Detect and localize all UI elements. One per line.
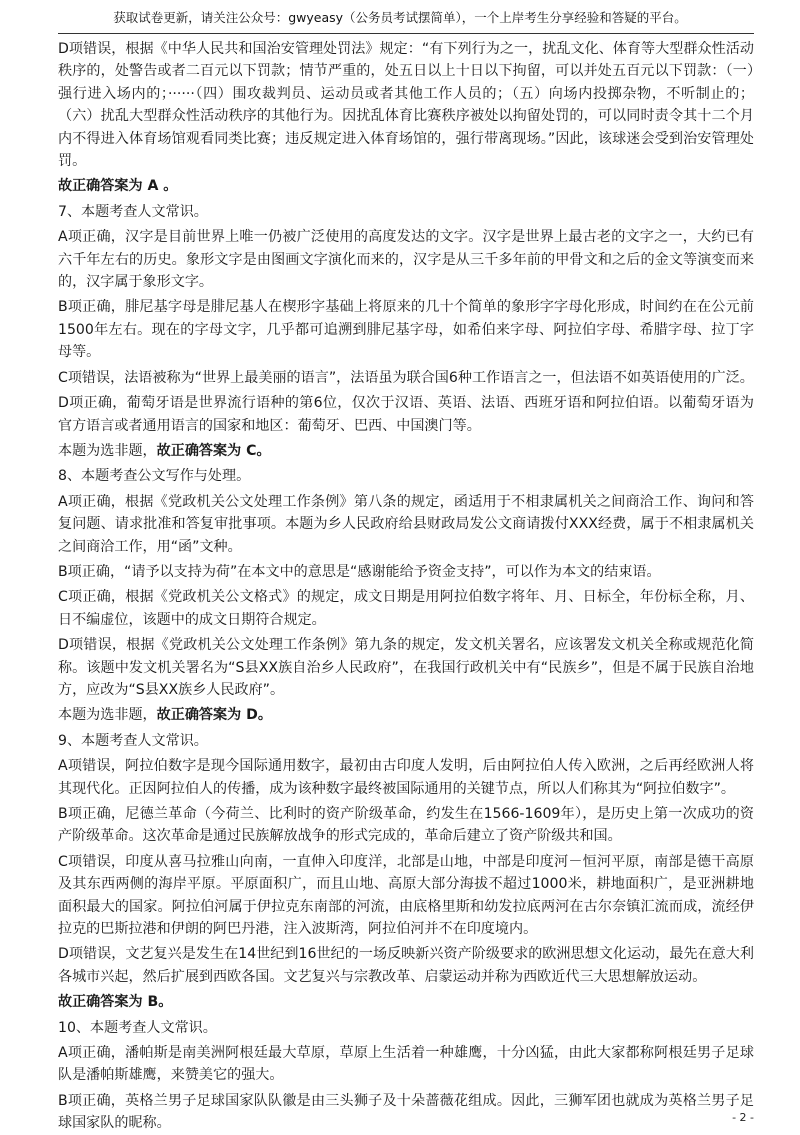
- answer-line: [58, 704, 754, 726]
- paragraph: 10、本题考查人文常识。: [58, 1019, 217, 1036]
- paragraph: D项正确，葡萄牙语是世界流行语种的第6位，仅次于汉语、英语、法语、西班牙语和阿拉伯语。以葡萄牙语为官方语言或者通用语言的国家和地区：葡萄牙、巴西、中国澳门等。: [58, 395, 754, 434]
- paragraph: A项正确，潘帕斯是南美洲阿根廷最大草原，草原上生活着一种雄鹰，十分凶猛，由此大家都称阿根廷男子足球队是潘帕斯雄鹰，来赞美它的强大。: [58, 1045, 754, 1084]
- page-number: - 2 -: [732, 1111, 754, 1124]
- paragraph: C项正确，根据《党政机关公文格式》的规定，成文日期是用阿拉伯数字将年、月、日标全，年份标全称，月、日不编虚位，该题中的成文日期符合规定。: [58, 589, 754, 628]
- paragraph: B项正确，英格兰男子足球国家队队徽是由三头狮子及十朵蔷薇花组成。因此，三狮军团也就成为英格兰男子足球国家队的昵称。: [58, 1092, 754, 1132]
- paragraph: B项正确，腓尼基字母是腓尼基人在楔形字基础上将原来的几十个简单的象形字字母化形成，时间约在在公元前1500年左右。现在的字母文字，几乎都可追溯到腓尼基字母，如希伯来字母、阿拉伯字母、希腊字母、拉丁字母等。: [58, 299, 754, 361]
- paragraph: D项错误，根据《党政机关公文处理工作条例》第九条的规定，发文机关署名，应该署发文机关全称或规范化简称。该题中发文机关署名为“S县XX族自治乡人民政府”，在我国行政机关中有“民族乡”，但是不属于民族自治地方，应改为“S县XX族乡人民政府”。: [58, 637, 754, 698]
- page-header: 获取试卷更新，请关注公众号：gwyeasy（公务员考试摆简单），一个上岸考生分享经验和答疑的平台。: [113, 10, 687, 25]
- document-body: [58, 38, 754, 1132]
- paragraph: D项错误，文艺复兴是发生在14世纪到16世纪的一场反映新兴资产阶级要求的欧洲思想文化运动，最先在意大利各城市兴起，然后扩展到西欧各国。文艺复兴与宗教改革、启蒙运动并称为西欧近代三大思想解放运动。: [58, 946, 754, 985]
- header-divider: [58, 33, 754, 34]
- answer-line: [58, 440, 754, 462]
- paragraph: 7、本题考查人文常识。: [58, 203, 208, 220]
- paragraph: D项错误，根据《中华人民共和国治安管理处罚法》规定：“有下列行为之一，扰乱文化、体育等大型群众性活动秩序的，处警告或者二百元以下罚款；情节严重的，处五日以上十日以下拘留，可以并处五百元以下罚款：（一）强行进入场内的；······（四）围攻裁判员、运动员或者其他工作人员的；（五）向场内投掷杂物，不听制止的；（六）扰乱大型群众性活动秩序的其他行为。因扰乱体育比赛秩序被处以拘留处罚的，可以同时责令其十二个月内不得进入体育场馆观看同类比赛；违反规定进入体育场馆的，强行带离现场。”因此，该球迷会受到治安管理处罚。: [58, 41, 754, 170]
- paragraph: C项错误，法语被称为“世界上最美丽的语言”，法语虽为联合国6种工作语言之一，但法语不如英语使用的广泛。: [58, 369, 754, 386]
- paragraph: B项正确，尼德兰革命（今荷兰、比利时的资产阶级革命，约发生在1566-1609年），是历史上第一次成功的资产阶级革命。这次革命是通过民族解放战争的形式完成的，革命后建立了资产阶级共和国。: [58, 806, 754, 845]
- answer-bold: 故正确答案为 D。: [156, 707, 272, 724]
- answer-note: 本题为选非题，: [58, 442, 157, 459]
- paragraph: B项正确，“请予以支持为荷”在本文中的意思是“感谢能给予资金支持”，可以作为本文的结束语。: [58, 563, 661, 580]
- paragraph: 8、本题考查公文写作与处理。: [58, 468, 251, 485]
- paragraph: A项正确，根据《党政机关公文处理工作条例》第八条的规定，函适用于不相隶属机关之间商洽工作、询问和答复问题、请求批准和答复审批事项。本题为乡人民政府给县财政局发公文商请拨付XXX经费，属于不相隶属机关之间商洽工作，用“函”文种。: [58, 493, 754, 555]
- paragraph: A项错误，阿拉伯数字是现今国际通用数字，最初由古印度人发明，后由阿拉伯人传入欧洲，之后再经欧洲人将其现代化。正因阿拉伯人的传播，成为该种数字最终被国际通用的关键节点，所以人们称其为“阿拉伯数字”。: [58, 758, 754, 797]
- paragraph: C项错误，印度从喜马拉雅山向南，一直伸入印度洋，北部是山地，中部是印度河－恒河平原，南部是德干高原及其东西两侧的海岸平原。平原面积广，而且山地、高原大部分海拔不超过1000米，耕地面积广，是亚洲耕地面积最大的国家。阿拉伯河属于伊拉克东南部的河流，由底格里斯和幼发拉底两河在古尔奈镇汇流而成，流经伊拉克的巴斯拉港和伊朗的阿巴丹港，注入波斯湾，阿拉伯河并不在印度境内。: [58, 853, 754, 938]
- paragraph: 9、本题考查人文常识。: [58, 732, 208, 749]
- answer-note: 本题为选非题，: [58, 707, 157, 724]
- answer-bold: 故正确答案为 C。: [156, 442, 271, 459]
- paragraph: A项正确，汉字是目前世界上唯一仍被广泛使用的高度发达的文字。汉字是世界上最古老的文字之一，大约已有六千年左右的历史。象形文字是由图画文字演化而来的，汉字是从三千多年前的甲骨文和之后的金文等演变而来的，汉字属于象形文字。: [58, 229, 754, 291]
- answer-line: 故正确答案为 B。: [58, 994, 173, 1011]
- answer-line: 故正确答案为 A 。: [58, 178, 178, 195]
